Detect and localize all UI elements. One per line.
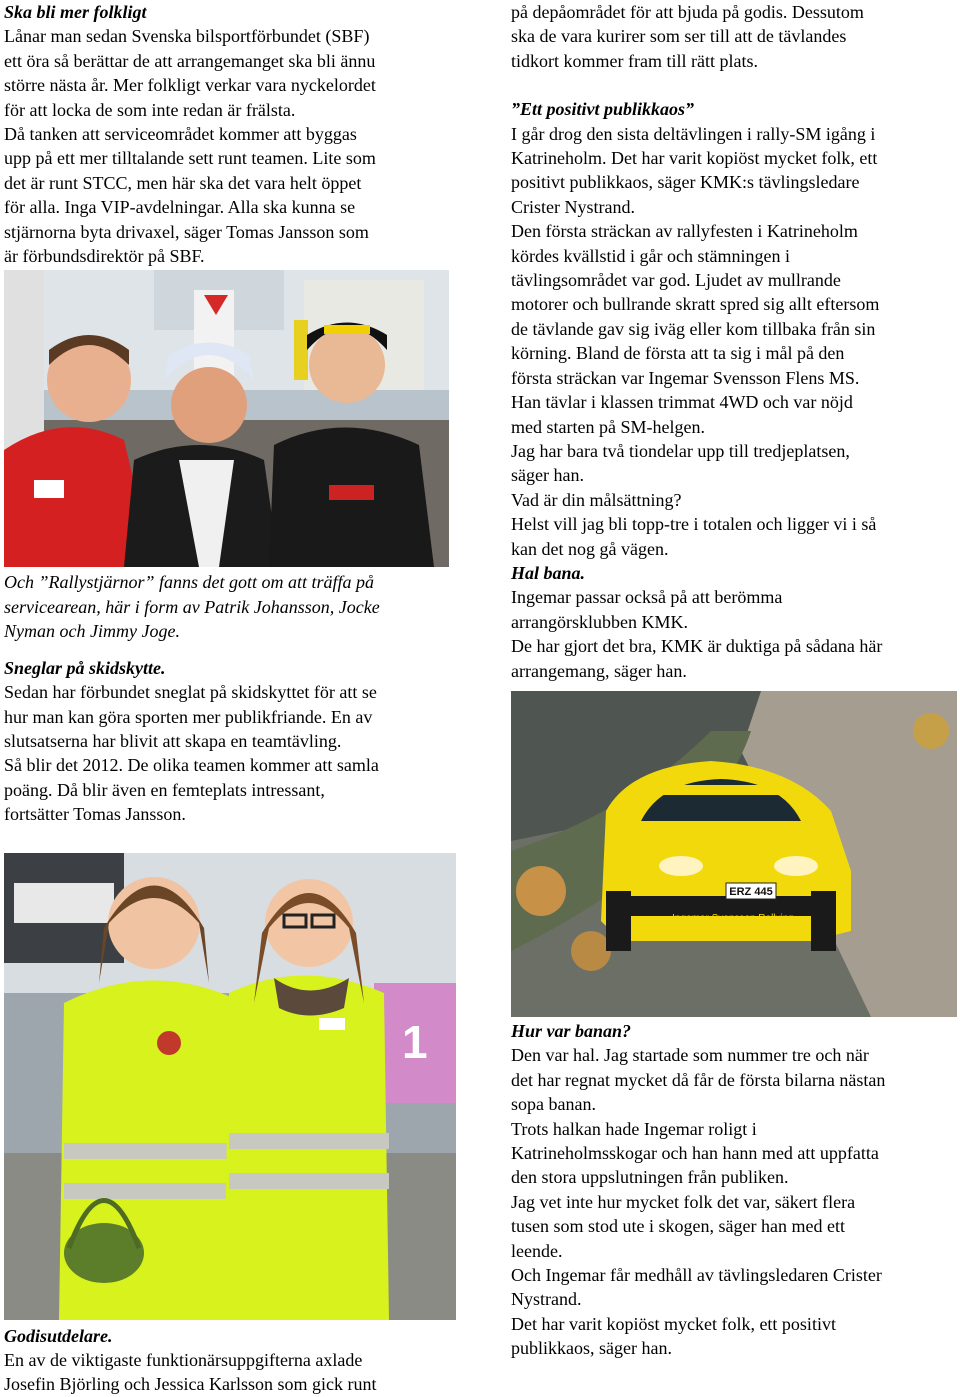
heading-hur-var-banan: Hur var banan? — [511, 1020, 632, 1041]
heading-ett-positivt-publikkaos: ”Ett positivt publikkaos” — [511, 99, 695, 120]
candy-girls-illustration — [4, 853, 456, 1320]
text-line: större nästa år. Mer folkligt verkar vara nyckelordet — [4, 75, 376, 96]
text-line: ett öra så berättar de att arrangemanget ska bli ännu — [4, 50, 376, 71]
text-line: leende. — [511, 1240, 563, 1261]
text-line: stjärnorna byta drivaxel, säger Tomas Jansson som — [4, 221, 369, 242]
text-line: Då tanken att serviceområdet kommer att byggas — [4, 124, 357, 145]
heading-sneglar-pa-skidskytte: Sneglar på skidskytte. — [4, 657, 166, 678]
text-line: för att locka de som inte redan är frälsta. — [4, 99, 296, 120]
text-line: Katrineholm. Det har varit kopiöst mycket folk, ett — [511, 148, 878, 169]
section1-body — [4, 24, 454, 268]
text-line: för alla. Inga VIP-avdelningar. Alla ska kunna se — [4, 197, 356, 218]
text-line: första sträckan var Ingemar Svensson Flens MS. — [511, 367, 860, 388]
text-line: fortsätter Tomas Jansson. — [4, 804, 186, 825]
text-line: körning. Bland de första att ta sig i mål på den — [511, 343, 845, 364]
rally-drivers-illustration — [4, 270, 449, 567]
text-line: En av de viktigaste funktionärsuppgifterna axlade — [4, 1349, 363, 1370]
photo-candy-girls — [4, 853, 456, 1320]
caption-line: servicearean, här i form av Patrik Johansson, Jocke — [4, 596, 380, 617]
text-line: De har gjort det bra, KMK är duktiga på sådana här — [511, 636, 883, 657]
caption-rally-drivers — [4, 570, 454, 643]
heading-ska-bli-mer-folkligt: Ska bli mer folkligt — [4, 2, 147, 22]
text-line: arrangörsklubben KMK. — [511, 611, 688, 632]
heading-godisutdelare: Godisutdelare. — [4, 1325, 113, 1346]
text-line: tidkort kommer fram till rätt plats. — [511, 50, 758, 71]
text-line: tävlingsområdet var god. Ljudet av mullrande — [511, 270, 841, 291]
caption-line: Och ”Rallystjärnor” fanns det gott om att träffa på — [4, 572, 375, 593]
text-line: motorer och bullrande skratt spred sig allt eftersom — [511, 294, 880, 315]
text-line: ska de vara kurirer som ser till att de tävlandes — [511, 26, 847, 47]
text-line: kördes kvällstid i går och stämningen i — [511, 245, 790, 266]
text-line: Och Ingemar får medhåll av tävlingsledaren Crister — [511, 1265, 882, 1286]
rally-car-illustration — [511, 691, 957, 1017]
text-line: Jag har bara två tiondelar upp till tredjeplatsen, — [511, 440, 850, 461]
text-line: med starten på SM-helgen. — [511, 416, 705, 437]
text-line: Trots halkan hade Ingemar roligt i — [511, 1118, 757, 1139]
text-line: Den första sträckan av rallyfesten i Katrineholm — [511, 221, 858, 242]
caption-line: Nyman och Jimmy Joge. — [4, 621, 180, 642]
text-line: Han tävlar i klassen trimmat 4WD och var nöjd — [511, 392, 853, 413]
intro-body — [511, 0, 959, 73]
text-line: slutsatserna har blivit att skapa en teamtävling. — [4, 730, 342, 751]
section3-body — [4, 1348, 454, 1397]
license-plate-text: ERZ 445 — [729, 885, 773, 898]
text-line: arrangemang, säger han. — [511, 660, 687, 681]
text-line: Lånar man sedan Svenska bilsportförbundet (SBF) — [4, 26, 370, 47]
right-column — [511, 0, 959, 1361]
section2-body — [4, 680, 454, 826]
left-column — [4, 0, 454, 1397]
photo-rally-car — [511, 691, 957, 1017]
text-line: den stora uppslutningen från publiken. — [511, 1167, 789, 1188]
text-line: är förbundsdirektör på SBF. — [4, 246, 205, 267]
text-line: publikkaos, säger han. — [511, 1338, 672, 1359]
text-line: Så blir det 2012. De olika teamen kommer att samla — [4, 755, 379, 776]
text-line: det är runt STCC, men här ska det vara helt öppet — [4, 172, 362, 193]
svg-text:1: 1 — [402, 1015, 428, 1068]
heading-hal-bana: Hal bana. — [511, 562, 586, 583]
text-line: poäng. Då blir även en femteplats intressant, — [4, 779, 325, 800]
text-line: på depåområdet för att bjuda på godis. Dessutom — [511, 2, 864, 22]
text-line: Nystrand. — [511, 1289, 582, 1310]
text-line: Det har varit kopiöst mycket folk, ett positivt — [511, 1313, 836, 1334]
text-line: Jag vet inte hur mycket folk det var, säkert flera — [511, 1191, 856, 1212]
text-line: Helst vill jag bli topp-tre i totalen och ligger vi i så — [511, 514, 877, 535]
section4-body — [511, 122, 959, 561]
text-line: Josefin Björling och Jessica Karlsson som gick runt — [4, 1374, 377, 1395]
text-line: Katrineholmsskogar och han hann med att uppfatta — [511, 1143, 879, 1163]
section6-body — [511, 1043, 959, 1360]
text-line: tusen som stod ute i skogen, säger han med ett — [511, 1216, 845, 1237]
text-line: hur man kan göra sporten mer publikfriande. En av — [4, 706, 373, 727]
text-line: positivt publikkaos, säger KMK:s tävlingsledare — [511, 172, 860, 193]
text-line: Sedan har förbundet sneglat på skidskyttet för att se — [4, 682, 377, 703]
text-line: Ingemar passar också på att berömma — [511, 587, 783, 608]
text-line: Vad är din målsättning? — [511, 489, 682, 510]
photo-rally-drivers — [4, 270, 449, 567]
text-line: sopa banan. — [511, 1094, 596, 1115]
text-line: de tävlande gav sig iväg eller kom tillbaka från sin — [511, 318, 876, 339]
text-line: I går drog den sista deltävlingen i rally-SM igång i — [511, 123, 876, 144]
text-line: Crister Nystrand. — [511, 196, 635, 217]
text-line: upp på ett mer tilltalande sett runt teamen. Lite som — [4, 148, 376, 169]
section5-body — [511, 585, 959, 683]
car-banner-text: Ingemar Svensson Rallying — [672, 912, 794, 924]
text-line: kan det nog gå vägen. — [511, 538, 669, 559]
text-line: säger han. — [511, 465, 584, 486]
text-line: Den var hal. Jag startade som nummer tre och när — [511, 1045, 869, 1066]
text-line: det har regnat mycket då får de första bilarna nästan — [511, 1069, 886, 1090]
